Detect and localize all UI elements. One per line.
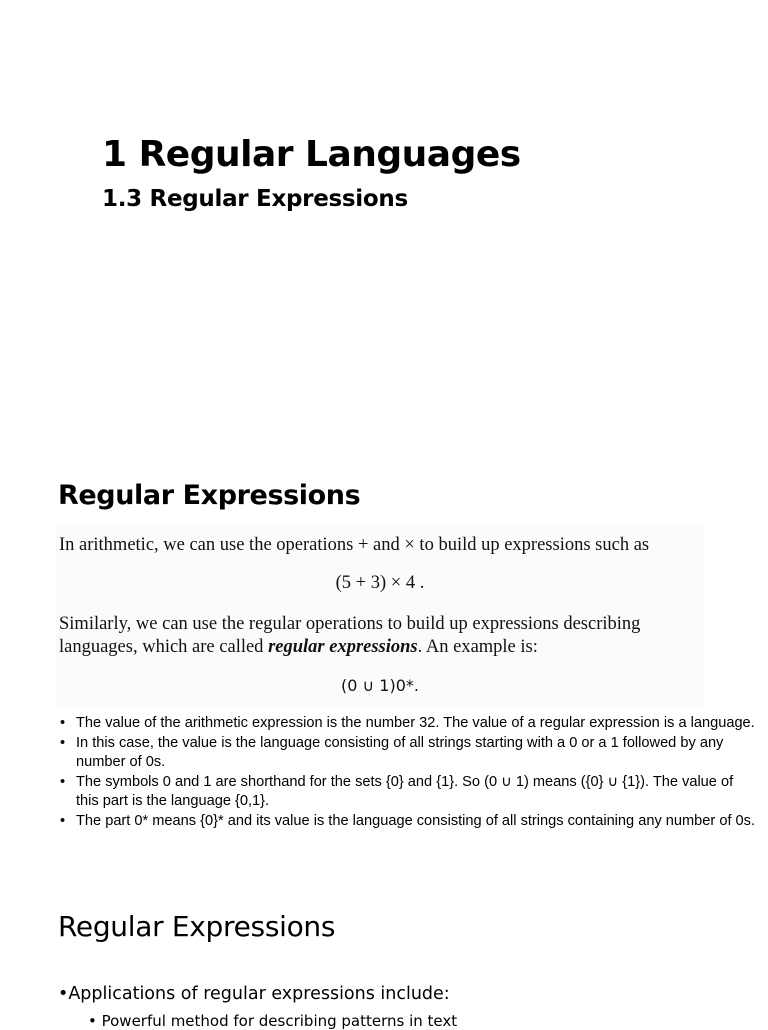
list-item: • The symbols 0 and 1 are shorthand for the sets {0} and {1}. So (0 ∪ 1) means ({0} ∪ {1}). The value of this part is the language {0,1}. xyxy=(58,773,758,811)
regular-expressions-term: regular expressions xyxy=(268,637,418,657)
excerpt-paragraph-1: In arithmetic, we can use the operations + and × to build up expressions such as xyxy=(59,535,650,555)
slide-heading: Regular Expressions xyxy=(58,910,336,943)
excerpt-paragraph-2 xyxy=(59,613,705,659)
explanation-list xyxy=(58,714,758,832)
section-subtitle: 1.3 Regular Expressions xyxy=(102,186,408,212)
main-title: 1 Regular Languages xyxy=(102,134,521,175)
excerpt-text: Similarly, we can use the regular operations to build up expressions describing languages, which are called xyxy=(59,614,641,657)
regular-expressions-slide xyxy=(0,470,768,880)
arithmetic-equation: (5 + 3) × 4 . xyxy=(335,573,425,593)
list-item: • In this case, the value is the language consisting of all strings starting with a 0 or a 1 followed by any number of 0s. xyxy=(58,734,758,772)
textbook-excerpt xyxy=(55,526,705,706)
list-item: • The value of the arithmetic expression is the number 32. The value of a regular expression is a language. xyxy=(58,714,758,733)
applications-sub-bullet: • Powerful method for describing patterns in text xyxy=(88,1012,458,1030)
excerpt-text: . An example is: xyxy=(417,637,538,657)
applications-bullet: •Applications of regular expressions include: xyxy=(58,984,450,1004)
regex-equation: (0 ∪ 1)0*. xyxy=(341,676,419,695)
list-item: • The part 0* means {0}* and its value is the language consisting of all strings containing any number of 0s. xyxy=(58,812,758,831)
applications-slide xyxy=(0,900,768,1030)
title-slide xyxy=(0,0,768,440)
slide-heading: Regular Expressions xyxy=(58,480,361,511)
